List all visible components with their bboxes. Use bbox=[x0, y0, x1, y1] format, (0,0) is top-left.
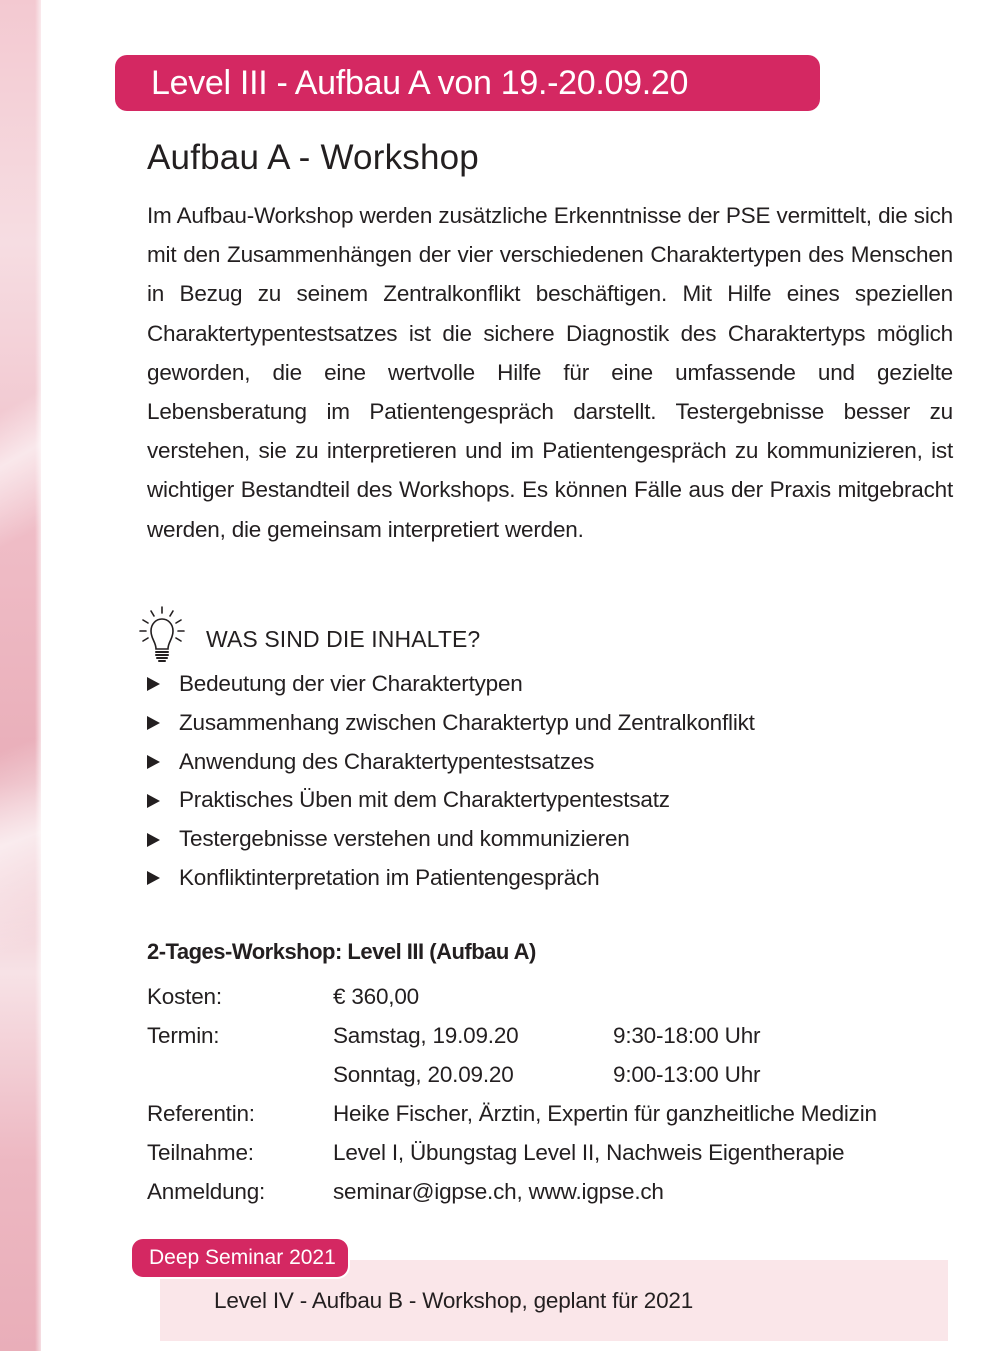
info-time: 9:00-13:00 Uhr bbox=[613, 1062, 761, 1087]
triangle-bullet-icon bbox=[147, 871, 160, 885]
deep-seminar-tag: Deep Seminar 2021 bbox=[132, 1239, 348, 1277]
triangle-bullet-icon bbox=[147, 755, 160, 769]
info-value: Samstag, 19.09.20 bbox=[333, 1023, 519, 1048]
list-item: Testergebnisse verstehen und kommunizieren bbox=[147, 820, 755, 859]
triangle-bullet-icon bbox=[147, 794, 160, 808]
info-value: seminar@igpse.ch, www.igpse.ch bbox=[333, 1179, 664, 1204]
lightbulb-icon bbox=[138, 604, 188, 664]
list-item: Anwendung des Charaktertypentestsatzes bbox=[147, 743, 755, 782]
triangle-bullet-icon bbox=[147, 833, 160, 847]
decorative-side-strip bbox=[0, 0, 41, 1351]
deep-seminar-text: Level IV - Aufbau B - Workshop, geplant für 2021 bbox=[214, 1288, 694, 1313]
info-value: Heike Fischer, Ärztin, Expertin für ganzheitliche Medizin bbox=[333, 1101, 877, 1126]
section-title: Aufbau A - Workshop bbox=[147, 138, 479, 177]
list-item: Konfliktinterpretation im Patientengespräch bbox=[147, 859, 755, 898]
info-label: Anmeldung: bbox=[147, 1179, 266, 1204]
info-value: Level I, Übungstag Level II, Nachweis Eigentherapie bbox=[333, 1140, 845, 1165]
contents-list bbox=[147, 665, 755, 898]
info-label: Teilnahme: bbox=[147, 1140, 254, 1165]
info-label: Termin: bbox=[147, 1023, 220, 1048]
list-item: Bedeutung der vier Charaktertypen bbox=[147, 665, 755, 704]
info-title: 2-Tages-Workshop: Level III (Aufbau A) bbox=[147, 939, 536, 964]
triangle-bullet-icon bbox=[147, 716, 160, 730]
list-item: Praktisches Üben mit dem Charaktertypentestsatz bbox=[147, 781, 755, 820]
intro-paragraph: Im Aufbau-Workshop werden zusätzliche Erkenntnisse der PSE vermittelt, die sich mit den Zusammenhängen der vier verschiedenen Charaktertypen des Menschen in Bezug zu seinem Zentralkonflikt beschäftigen. Mit Hilfe eines speziellen Charaktertypentestsatzes ist die sichere Diagnostik des Charaktertyps möglich geworden, die eine wertvolle Hilfe für eine umfassende und gezielte Lebensberatung im Patientengespräch darstellt. Testergebnisse besser zu verstehen, sie zu interpretieren und im Patientengespräch zu kommunizieren, ist wichtiger Bestandteil des Workshops. Es können Fälle aus der Praxis mitgebracht werden, die gemeinsam interpretiert werden. bbox=[147, 203, 953, 542]
info-label: Referentin: bbox=[147, 1101, 255, 1126]
info-label: Kosten: bbox=[147, 984, 222, 1009]
triangle-bullet-icon bbox=[147, 677, 160, 691]
header-banner: Level III - Aufbau A von 19.-20.09.20 bbox=[115, 55, 820, 111]
list-item: Zusammenhang zwischen Charaktertyp und Zentralkonflikt bbox=[147, 704, 755, 743]
info-value: € 360,00 bbox=[333, 984, 419, 1009]
info-value: Sonntag, 20.09.20 bbox=[333, 1062, 514, 1087]
info-time: 9:30-18:00 Uhr bbox=[613, 1023, 761, 1048]
contents-heading: WAS SIND DIE INHALTE? bbox=[206, 626, 481, 652]
